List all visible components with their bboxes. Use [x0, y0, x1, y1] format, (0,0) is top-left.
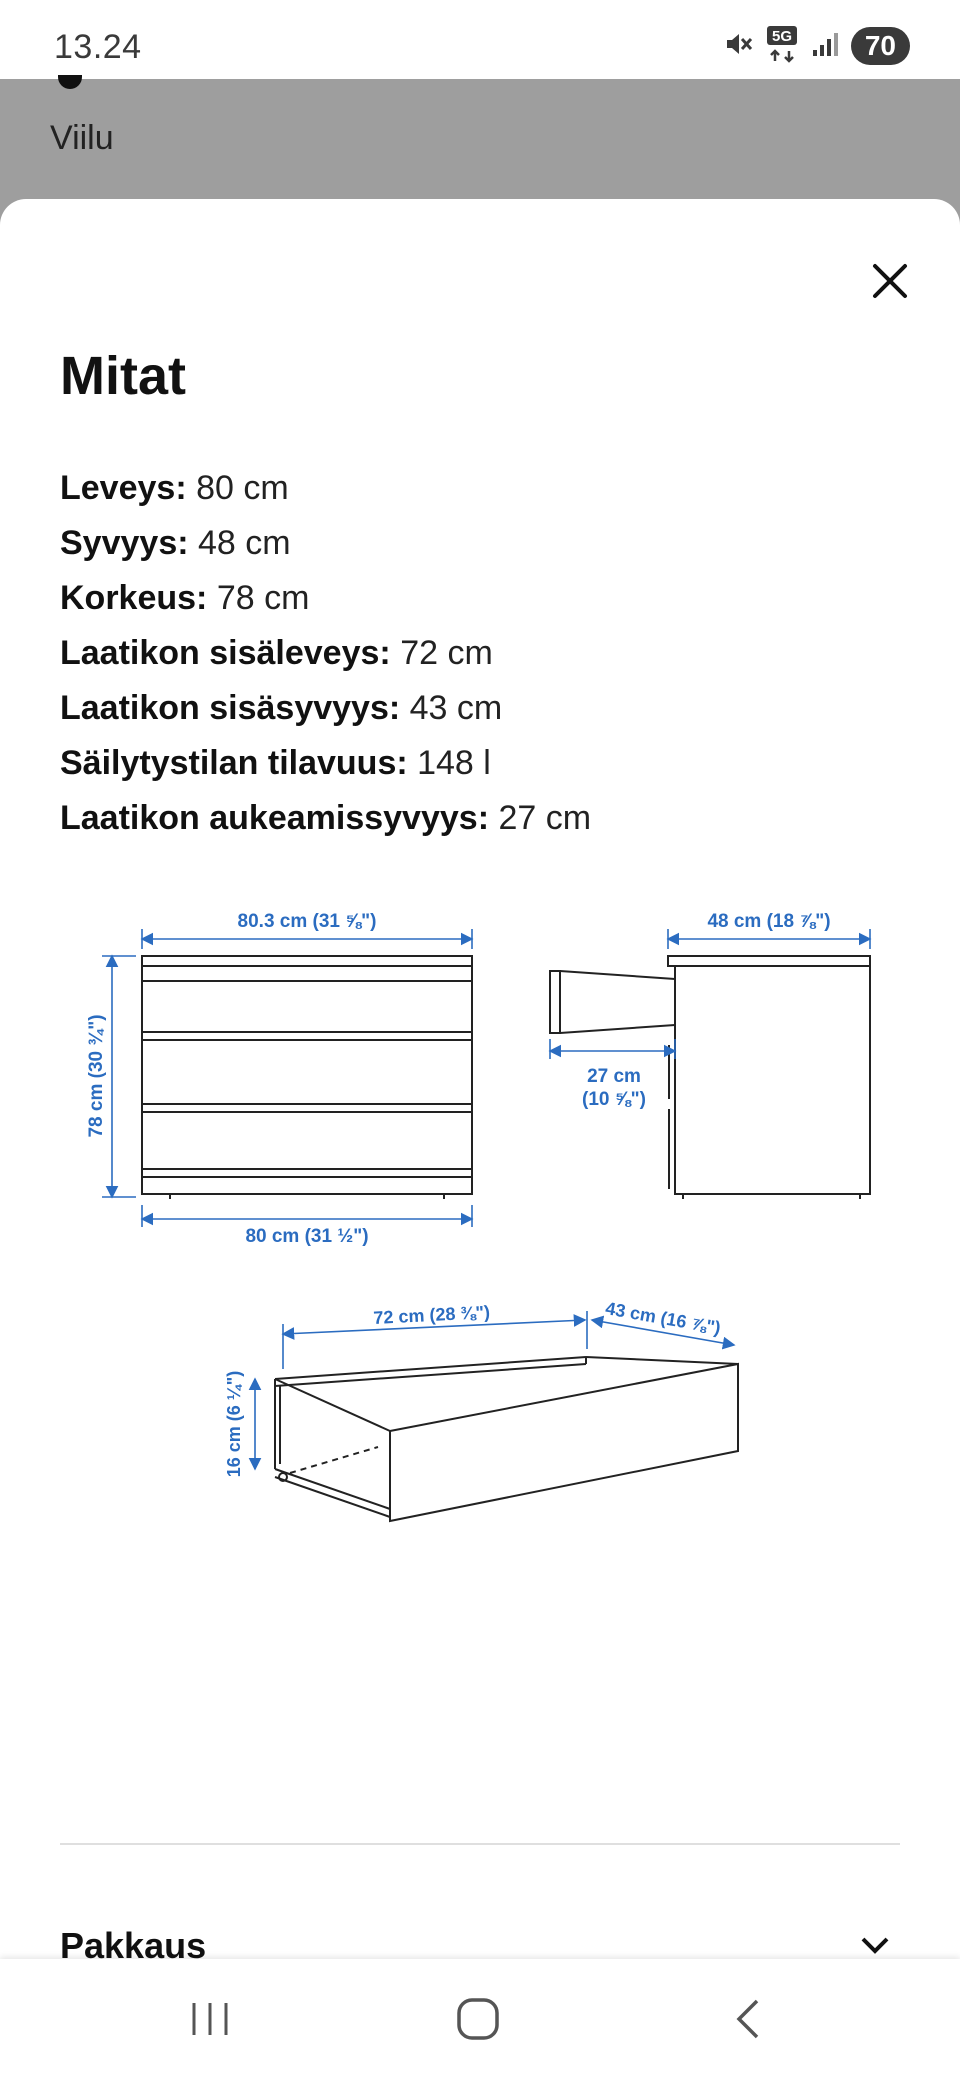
drawer-drawing [275, 1357, 738, 1521]
section-label: Pakkaus [60, 1925, 207, 1959]
side-depth-label: 48 cm (18 ⅞") [707, 911, 831, 932]
spec-row [60, 736, 591, 791]
spec-key: Laatikon sisäsyvyys: [60, 689, 401, 727]
dimensions-sheet [0, 199, 960, 1959]
spec-row [60, 516, 591, 571]
spec-row [60, 461, 591, 516]
side-dimension-lines [550, 929, 870, 1059]
spec-row [60, 791, 591, 846]
drawer-opening-cm-label: 27 cm [587, 1066, 641, 1087]
drawer-height-label: 16 cm (6 ¼") [224, 1370, 244, 1478]
spec-value: 80 cm [186, 469, 289, 507]
drawer-depth-label: 43 cm (16 ⅞") [603, 1298, 723, 1339]
spec-value: 27 cm [489, 799, 592, 837]
spec-value: 72 cm [390, 634, 493, 672]
spec-key: Korkeus: [60, 579, 208, 617]
back-icon [733, 1997, 763, 2041]
front-top-width-label: 80.3 cm (31 ⅝") [237, 911, 377, 932]
spec-row [60, 626, 591, 681]
network-label: 5G [771, 27, 792, 45]
back-button[interactable] [708, 1979, 788, 2059]
signal-icon [811, 30, 839, 63]
front-dimension-lines [102, 929, 472, 1227]
status-bar [0, 0, 960, 79]
drawer-dimension-lines [255, 1311, 734, 1469]
spec-key: Syvyys: [60, 524, 189, 562]
status-icons [723, 26, 910, 66]
spec-row [60, 681, 591, 736]
chevron-down-icon [860, 1935, 890, 1959]
home-icon [454, 1995, 502, 2043]
front-bottom-width-label: 80 cm (31 ½") [245, 1226, 369, 1247]
spec-list [60, 461, 591, 846]
5g-icon [765, 25, 799, 68]
section-divider [60, 1843, 900, 1845]
battery-icon: 70 [851, 27, 910, 65]
home-button[interactable] [438, 1979, 518, 2059]
close-icon [872, 263, 908, 299]
spec-key: Laatikon aukeamissyvyys: [60, 799, 490, 837]
drawer-width-label: 72 cm (28 ⅜") [372, 1301, 491, 1329]
background-decoration [58, 75, 82, 89]
recent-apps-button[interactable] [170, 1979, 250, 2059]
dimension-diagram [0, 899, 960, 1959]
spec-key: Säilytystilan tilavuus: [60, 744, 408, 782]
front-view-drawing [142, 956, 472, 1199]
status-time: 13.24 [54, 28, 142, 66]
page-title: Mitat [60, 346, 186, 406]
spec-key: Laatikon sisäleveys: [60, 634, 391, 672]
recent-apps-icon [188, 1999, 232, 2039]
spec-value: 78 cm [207, 579, 310, 617]
packaging-section-toggle[interactable] [60, 1925, 900, 1959]
spec-row [60, 571, 591, 626]
spec-key: Leveys: [60, 469, 187, 507]
mute-icon [723, 29, 753, 64]
spec-value: 43 cm [400, 689, 503, 727]
drawer-opening-in-label: (10 ⅝") [582, 1089, 646, 1110]
front-height-label: 78 cm (30 ¾") [86, 1014, 107, 1138]
spec-value: 148 l [407, 744, 491, 782]
close-button[interactable] [852, 243, 928, 319]
background-label: Viilu [50, 119, 114, 157]
spec-value: 48 cm [188, 524, 291, 562]
system-nav-bar [0, 1959, 960, 2080]
